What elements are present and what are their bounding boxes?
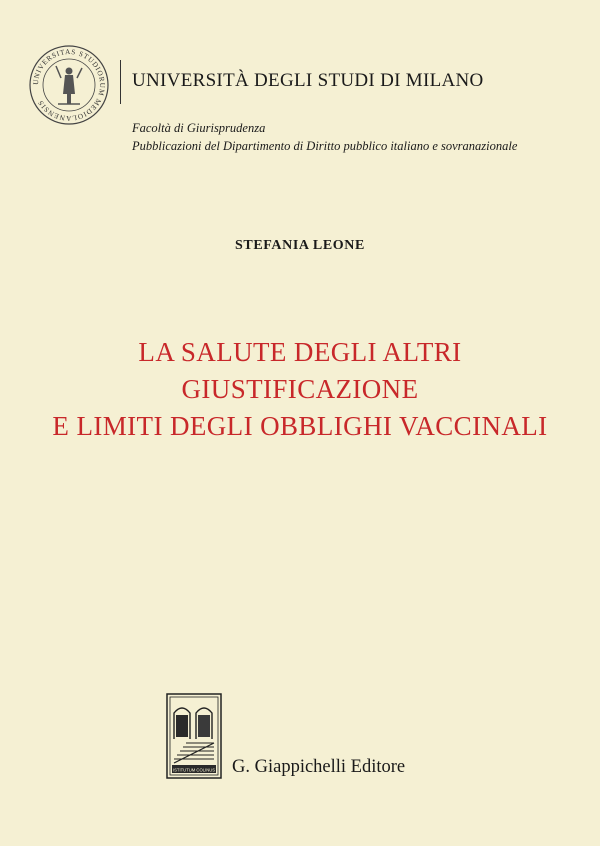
faculty-line: Facoltà di Giurisprudenza [132, 121, 266, 135]
publisher-name: G. Giappichelli Editore [232, 757, 406, 777]
faculty-block [132, 119, 517, 155]
university-name: UNIVERSITÀ DEGLI STUDI DI MILANO [132, 70, 484, 91]
publisher-logo-icon [166, 693, 222, 779]
title-line-1: LA SALUTE DEGLI ALTRI [138, 337, 462, 367]
title-line-3: E LIMITI DEGLI OBBLIGHI VACCINALI [52, 411, 548, 441]
seal-text: UNIVERSITAS STUDIORUM MEDIOLANENSIS [31, 47, 107, 123]
publisher-logo-caption: ISTITUTUM COLINUS [172, 767, 216, 773]
title-line-2: GIUSTIFICAZIONE [181, 374, 419, 404]
book-title [0, 334, 600, 445]
header-divider [120, 60, 121, 104]
university-seal-icon [28, 44, 110, 126]
department-line: Pubblicazioni del Dipartimento di Diritto pubblico italiano e sovranazionale [132, 139, 518, 153]
author-name: STEFANIA LEONE [235, 238, 365, 253]
